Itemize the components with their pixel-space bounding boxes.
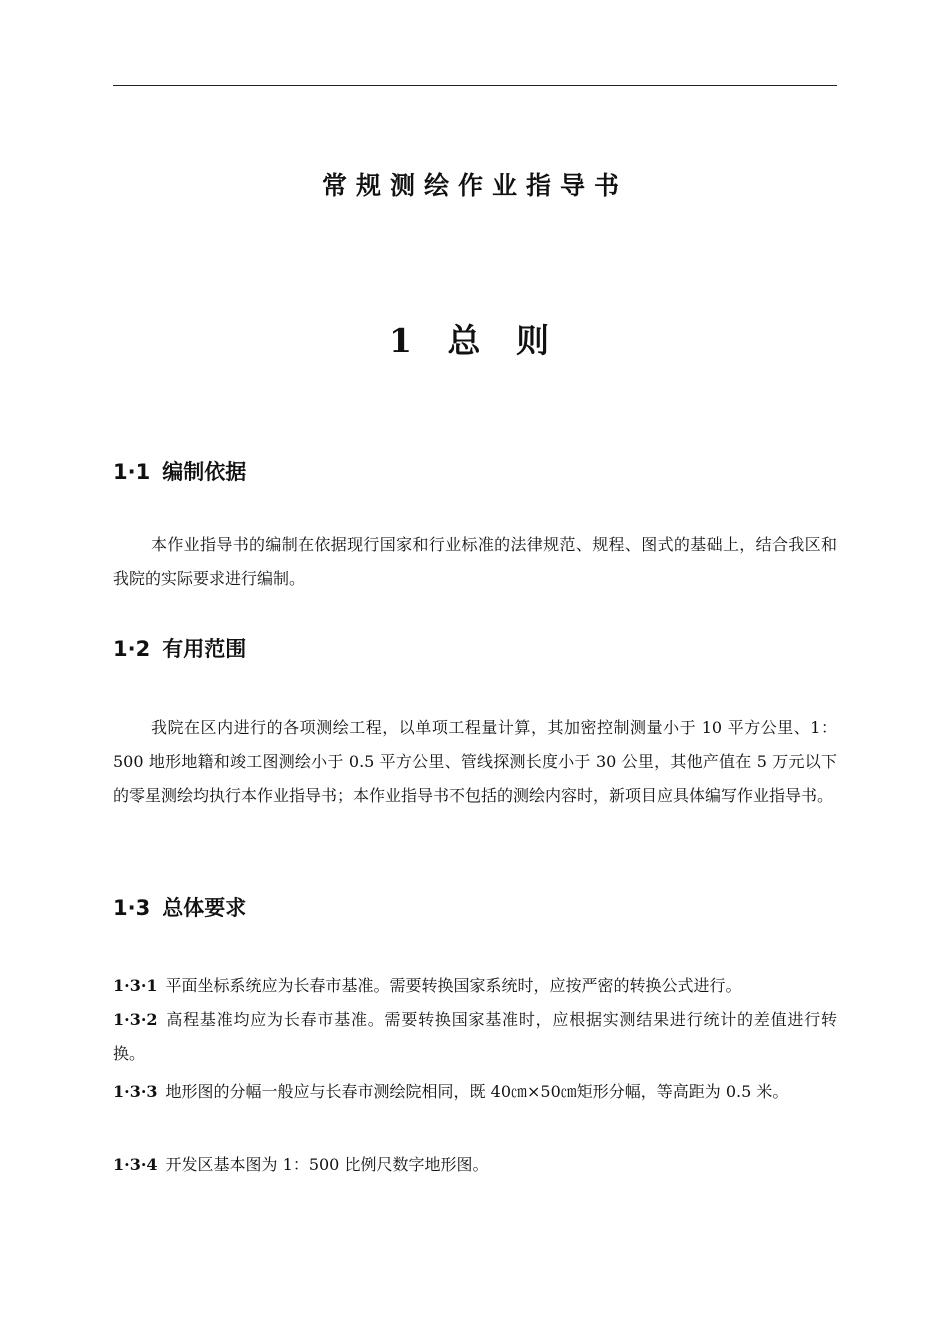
section-heading-1-3 [113, 893, 246, 923]
section-number: 1·1 [113, 460, 151, 484]
chapter-title: 1 总 则 [389, 321, 561, 360]
item-text: 开发区基本图为 1：500 比例尺数字地形图。 [165, 1155, 489, 1174]
section-number: 1·3 [113, 896, 151, 920]
item-number: 1·3·2 [113, 1010, 158, 1029]
section-title: 编制依据 [162, 460, 247, 484]
header-rule [113, 85, 837, 86]
item-number: 1·3·3 [113, 1082, 158, 1101]
section-1-1-body: 本作业指导书的编制在依据现行国家和行业标准的法律规范、规程、图式的基础上，结合我区和我院的实际要求进行编制。 [113, 535, 837, 588]
section-title: 总体要求 [162, 896, 247, 920]
section-title: 有用范围 [162, 637, 247, 661]
item-number: 1·3·4 [113, 1155, 158, 1174]
item-text: 高程基准均应为长春市基准。需要转换国家基准时，应根据实测结果进行统计的差值进行转换。 [113, 1010, 837, 1063]
section-heading-1-2 [113, 634, 246, 664]
item-text: 地形图的分幅一般应与长春市测绘院相同，既 40㎝×50㎝矩形分幅，等高距为 0.5 米。 [165, 1082, 789, 1101]
requirement-item-1-3-2 [113, 1003, 837, 1071]
section-1-2-body: 我院在区内进行的各项测绘工程，以单项工程量计算，其加密控制测量小于 10 平方公里、1：500 地形地籍和竣工图测绘小于 0.5 平方公里、管线探测长度小于 30 公里，其他产值在 5 万元以下的零星测绘均执行本作业指导书；本作业指导书不包括的测绘内容时，新项目应具体编写作业指导书。 [113, 718, 837, 805]
requirement-item-1-3-3 [113, 1075, 837, 1109]
section-number: 1·2 [113, 637, 151, 661]
item-text: 平面坐标系统应为长春市基准。需要转换国家系统时，应按严密的转换公式进行。 [165, 976, 742, 995]
section-heading-1-1 [113, 457, 246, 487]
requirement-item-1-3-1 [113, 969, 837, 1003]
item-number: 1·3·1 [113, 976, 158, 995]
document-title: 常规测绘作业指导书 [321, 171, 628, 200]
requirement-item-1-3-4 [113, 1148, 837, 1182]
